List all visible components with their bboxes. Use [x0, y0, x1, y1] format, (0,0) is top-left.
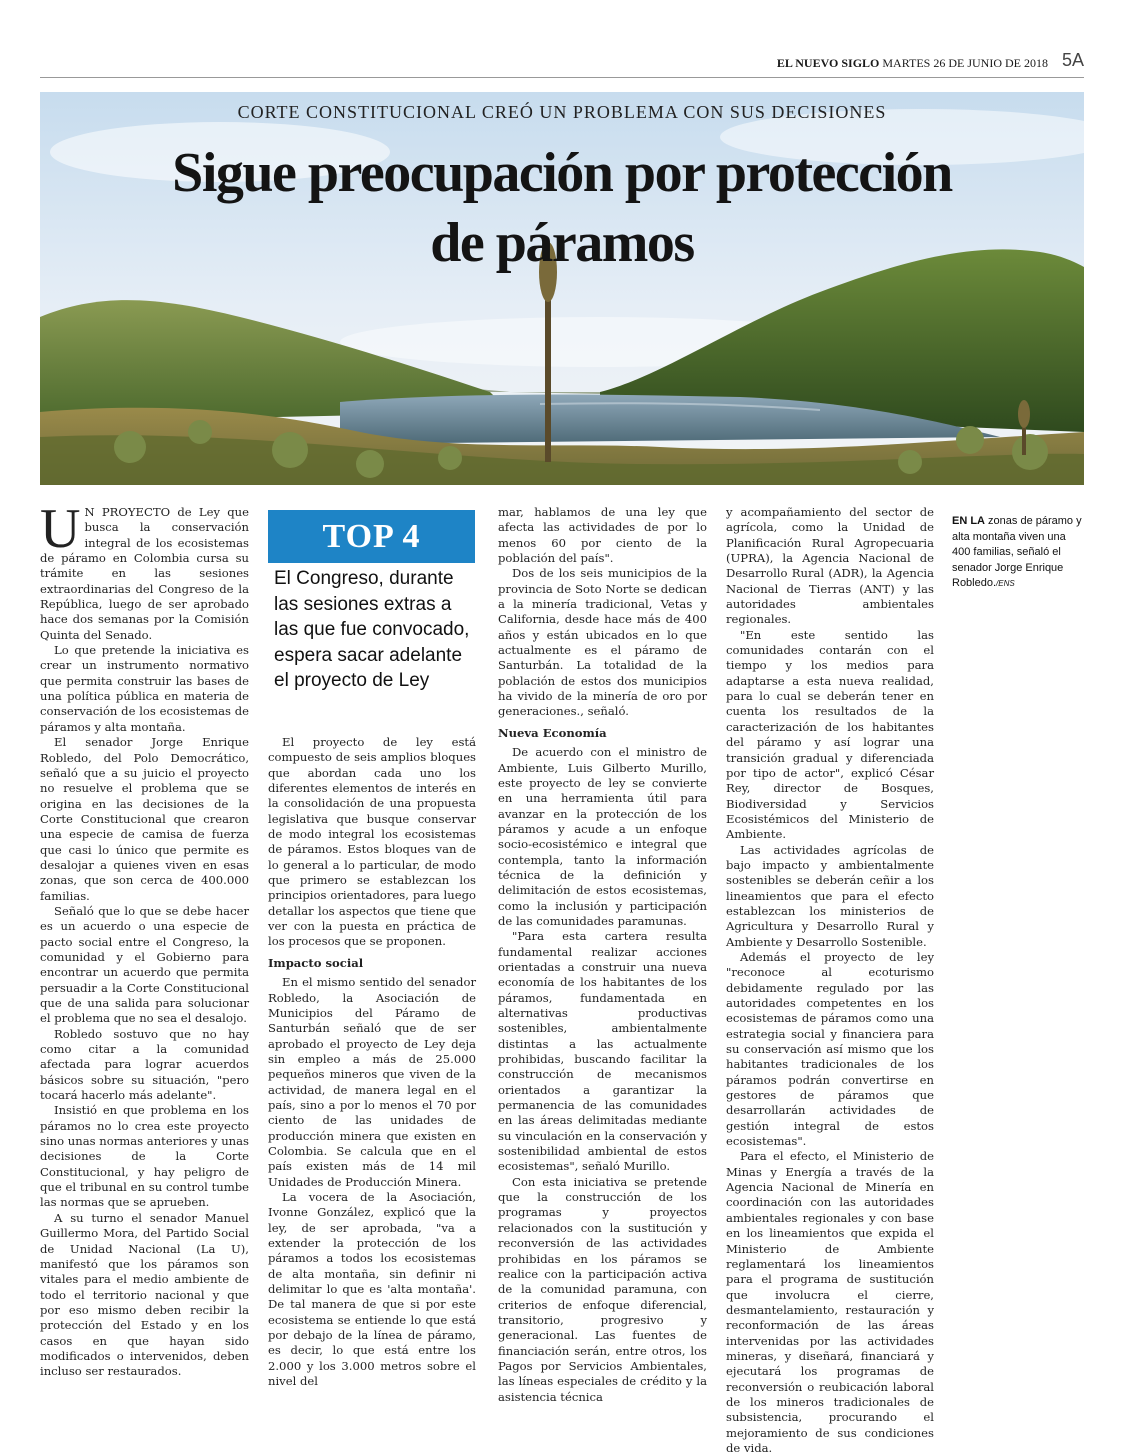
paragraph: Dos de los seis municipios de la provincia de Soto Norte se dedican a la minería tradicional, Vetas y California, desde hace más de 400 años y están ubicados en lo que actualmente es el páramo de Santurbán. La totalidad de la población de estos dos municipios ha vivido de la minería de oro por generaciones., señaló.	[498, 566, 707, 719]
paper-name: EL NUEVO SIGLO	[776, 56, 880, 70]
paragraph: El proyecto de ley está compuesto de seis amplios bloques que abordan cada uno los diferentes elementos de interés en la consolidación de una propuesta legislativa que busque conservar de modo integral los ecosistemas de páramos. Estos bloques van de lo general a lo particular, de modo que primero se establezcan los principios orientadores, para luego detallar los aspectos que tiene que ver con la puesta en práctica de los procesos que se proponen.	[268, 735, 476, 949]
paragraph: De acuerdo con el ministro de Ambiente, Luis Gilberto Murillo, este proyecto de ley se convierte en una herramienta útil para avanzar en la protección de los páramos y acude a un enfoque socio-ecosistémico e integral que contempla, tanto la información técnica de la definición y delimitación de estos ecosistemas, como la inclusión y participación de las comunidades paramunas.	[498, 745, 707, 928]
page-number: 5A	[1061, 50, 1084, 70]
paragraph: Robledo sostuvo que no hay como citar a la comunidad afectada para lograr acuerdos básicos sobre su situación, "pero tocará hacerlo más adelante".	[40, 1026, 249, 1103]
caption-lead: EN LA	[952, 515, 985, 527]
paragraph: Las actividades agrícolas de bajo impacto y ambientalmente sostenibles se deberán ceñir a los lineamientos que para el efecto establezcan los ministerios de Agricultura y Desarrollo Rural y Ambiente y Desarrollo Sostenible.	[726, 842, 934, 949]
drop-cap: U	[40, 498, 81, 560]
lead-in: N PROYECTO	[84, 505, 171, 519]
paragraph: La vocera de la Asociación, Ivonne González, explicó que la ley, de ser aprobada, "va a extender la protección de los páramos a todos los ecosistemas de alta montaña, sin definir ni delimitar lo que es 'alta montaña'. De tal manera de que si por este ecosistema se entiende lo que está por debajo de la línea de páramo, es decir, lo que está entre los 2.000 y los 3.000 metros sobre el nivel del	[268, 1189, 476, 1389]
paragraph: A su turno el senador Manuel Guillermo Mora, del Partido Social de Unidad Nacional (La U), manifestó que los páramos son vitales para el medio ambiente de todo el territorio nacional y que por eso mismo deben recibir la protección del Estado y en los casos en que hayan sido modificados o intervenidos, deben incluso ser restaurados.	[40, 1210, 249, 1379]
article-column-1	[40, 498, 249, 1380]
top-box-label: TOP 4	[268, 510, 475, 563]
headline	[40, 138, 1084, 278]
paragraph: mar, hablamos de una ley que afecta las actividades de por lo menos 60 por ciento de la población del país".	[498, 505, 707, 566]
top-box-text: El Congreso, durante las sesiones extras a las que fue convocado, espera sacar adelante el proyecto de Ley	[274, 568, 470, 691]
caption-text: zonas de páramo y alta montaña viven una 400 familias, señaló el senador Jorge Enrique Robledo.	[952, 515, 1082, 589]
paragraph: y acompañamiento del sector de agrícola, como la Unidad de Planificación Rural Agropecuaria (UPRA), la Agencia Nacional de Desarrollo Rural (ADR), la Agencia Nacional de Tierras (ANT) y las autoridades ambientales regionales.	[726, 505, 934, 627]
paragraph: Con esta iniciativa se pretende que la construcción de los programas y proyectos relacionados con la sustitución y reconversión de las actividades prohibidas en los páramos se realice con la participación activa de la comunidad paramuna, con criterios de enfoque diferencial, transitorio, progresivo y generacional. Las fuentes de financiación serán, entre otros, los Pagos por Servicios Ambientales, las líneas especiales de crédito y la asistencia técnica	[498, 1174, 707, 1404]
article-column-4	[726, 505, 934, 1456]
paragraph: "En este sentido las comunidades contarán con el tiempo y los medios para adaptarse a esta nueva realidad, para lo cual se deberán tener en cuenta los resultados de la caracterización de los habitantes del páramo y así lograr una transición gradual y diferenciada por tipo de actor", explicó César Rey, director de Bosques, Biodiversidad y Servicios Ecosistémicos del Ministerio de Ambiente.	[726, 627, 934, 842]
paragraph: El senador Jorge Enrique Robledo, del Polo Democrático, señaló que a su juicio el proyecto no resuelve el problema que se origina en las decisiones de la Corte Constitucional que crearon una especie de camisa de fuerza que casi lo único que permite es desalojar a quienes viven en esas zonas, que son cerca de 400.000 familias.	[40, 735, 249, 903]
headline-line-2: de páramos	[430, 212, 694, 274]
paragraph: Señaló que lo que se debe hacer es un acuerdo o una especie de pacto social entre el Congreso, la comunidad y el Gobierno para encontrar un acuerdo que permita persuadir a la Corte Constitucional que de una salida para solucionar el problema que no sea el desalojo.	[40, 903, 249, 1026]
paragraph: Insistió en que problema en los páramos no lo crea este proyecto sino unas normas anteriores y unas decisiones de la Corte Constitucional, y hay peligro de que el tribunal en su control tumbe las normas que se aprueben.	[40, 1103, 249, 1210]
paragraph-text: de Ley que busca la conservación integral de los ecosistemas de páramo en Colombia cursa su trámite en las sesiones extraordinarias del Congreso de la República, luego de ser aprobado hace dos semanas por la Comisión Quinta del Senado.	[40, 505, 249, 642]
photo-credit: /ENS	[996, 579, 1015, 588]
hero-photo	[40, 92, 1084, 485]
paragraph	[40, 498, 249, 643]
paragraph: "Para esta cartera resulta fundamental realizar acciones orientadas a construir una nueva economía de los habitantes de los páramos, fundamentada en alternativas productivas sostenibles, ambientalmente distintas a las actualmente prohibidas, buscando facilitar la construcción de mecanismos orientados a garantizar la permanencia de las comunidades en las áreas delimitadas mediante su vinculación en la conservación y sostenibilidad ambiental de estos ecosistemas", señaló Murillo.	[498, 929, 707, 1174]
kicker: CORTE CONSTITUCIONAL CREÓ UN PROBLEMA CON SUS DECISIONES	[237, 102, 887, 122]
subheading-impacto-social: Impacto social	[268, 955, 364, 970]
article-column-2	[268, 735, 476, 1389]
masthead-info	[777, 56, 1048, 71]
article-column-3	[498, 505, 707, 1405]
subheading-nueva-economia: Nueva Economía	[498, 725, 607, 740]
paragraph: Lo que pretende la iniciativa es crear un instrumento normativo que permita construir las bases de una política pública en materia de conservación de los ecosistemas de páramos y alta montaña.	[40, 643, 249, 734]
issue-date: MARTES 26 DE JUNIO DE 2018	[882, 56, 1048, 70]
photo-caption	[952, 514, 1087, 592]
paragraph: Además el proyecto de ley "reconoce al ecoturismo debidamente regulado por las autoridades competentes en los ecosistemas de páramos como una estrategia social y financiera para su conservación así mismo que los habitantes tradicionales de los páramos podrán convertirse en gestores de páramos que desarrollarán actividades de gestión integral de estos ecosistemas".	[726, 949, 934, 1149]
masthead	[40, 50, 1084, 78]
headline-line-1: Sigue preocupación por protección	[172, 142, 952, 204]
paragraph: En el mismo sentido del senador Robledo, la Asociación de Municipios del Páramo de Santurbán señaló que de ser aprobado el proyecto de Ley deja sin empleo a más de 25.000 pequeños mineros que viven de la actividad, de manera legal en el país, sino a por lo menos el 70 por ciento de las unidades de producción minera que existen en Colombia. Se calcula que en el país existen más de 14 mil Unidades de Producción Minera.	[268, 975, 476, 1189]
paragraph: Para el efecto, el Ministerio de Minas y Energía a través de la Agencia Nacional de Minería en coordinación con las autoridades ambientales regionales y con base en los lineamientos que expida el Ministerio de Ambiente reglamentará los lineamientos para el programa de sustitución que involucra el cierre, desmantelamiento, restauración y reconformación de las áreas intervenidas por las actividades mineras, y diseñará, financiará y ejecutará los programas de reconversión o reubicación laboral de los mineros tradicionales de subsistencia, procurando el mejoramiento de sus condiciones de vida.	[726, 1149, 934, 1455]
